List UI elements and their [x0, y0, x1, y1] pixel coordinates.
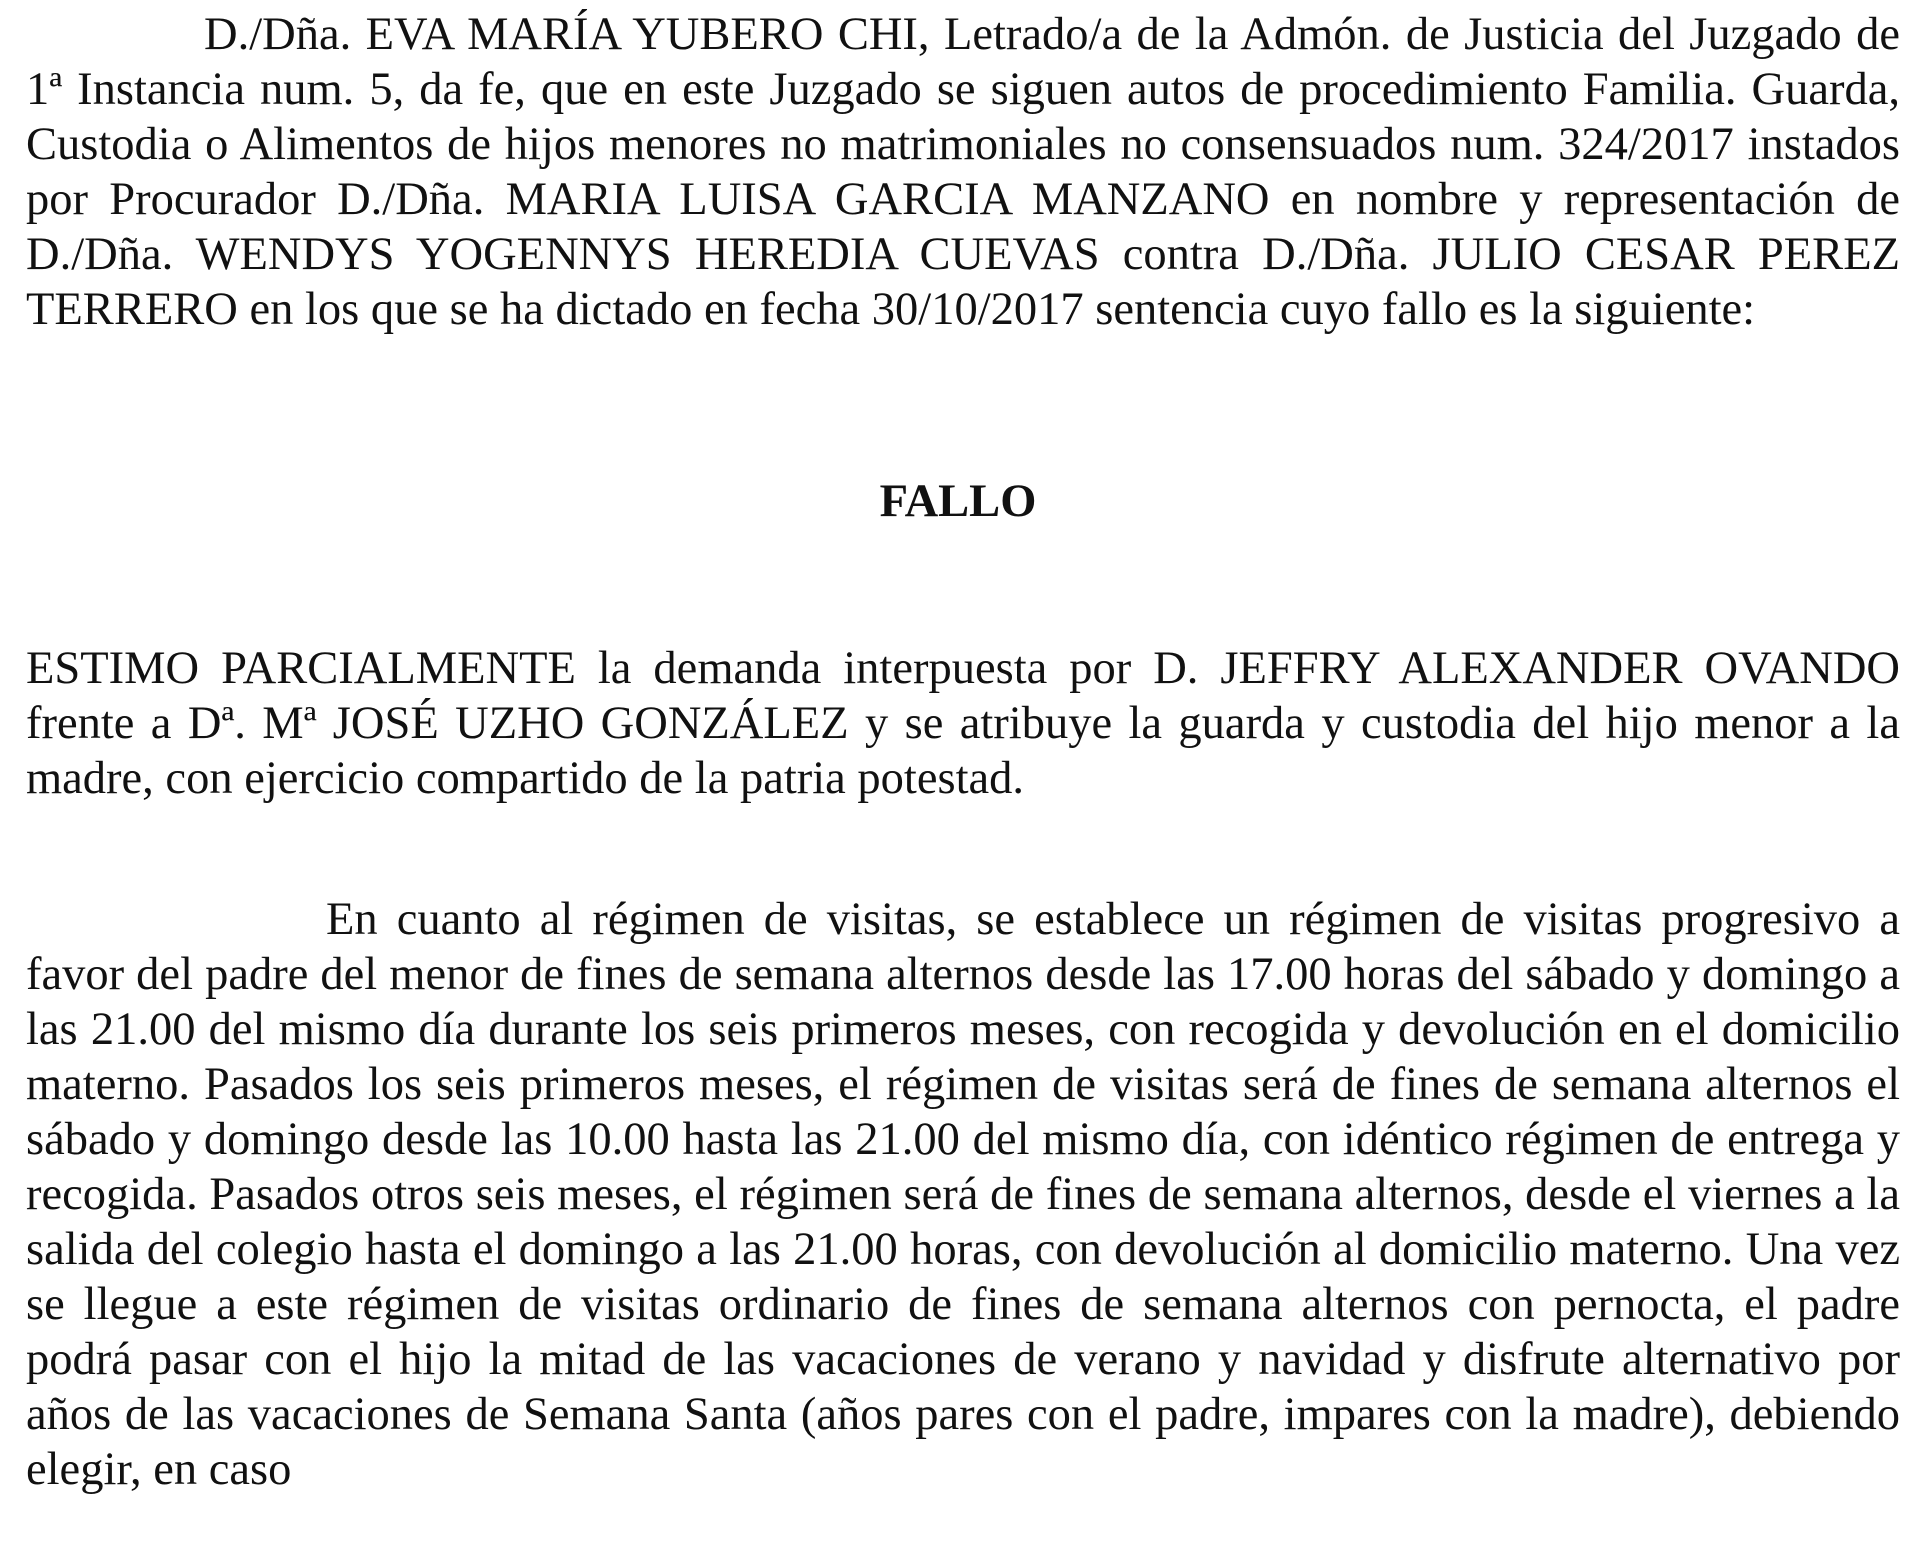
ruling-paragraph: ESTIMO PARCIALMENTE la demanda interpuesta por D. JEFFRY ALEXANDER OVANDO frente a Dª. Mª JOSÉ UZHO GONZÁLEZ y se atribuye la guarda y custodia del hijo menor a la madre, con ejercicio compartido de la patria potestad.: [26, 643, 1900, 804]
fallo-heading: FALLO: [879, 476, 1037, 527]
visits-paragraph: En cuanto al régimen de visitas, se establece un régimen de visitas progresivo a favor del padre del menor de fines de semana alternos desde las 17.00 horas del sábado y domingo a las 21.00 del mismo día durante los seis primeros meses, con recogida y devolución en el domicilio materno. Pasados los seis primeros meses, el régimen de visitas será de fines de semana alternos el sábado y domingo desde las 10.00 hasta las 21.00 del mismo día, con idéntico régimen de entrega y recogida. Pasados otros seis meses, el régimen será de fines de semana alternos, desde el viernes a la salida del colegio hasta el domingo a las 21.00 horas, con devolución al domicilio materno. Una vez se llegue a este régimen de visitas ordinario de fines de semana alternos con pernocta, el padre podrá pasar con el hijo la mitad de las vacaciones de verano y navidad y disfrute alternativo por años de las vacaciones de Semana Santa (años pares con el padre, impares con la madre), debiendo elegir, en caso: [26, 894, 1900, 1495]
intro-paragraph: D./Dña. EVA MARÍA YUBERO CHI, Letrado/a de la Admón. de Justicia del Juzgado de 1ª Instancia num. 5, da fe, que en este Juzgado se siguen autos de procedimiento Familia. Guarda, Custodia o Alimentos de hijos menores no matrimoniales no consensuados num. 324/2017 instados por Procurador D./Dña. MARIA LUISA GARCIA MANZANO en nombre y representación de D./Dña. WENDYS YOGENNYS HEREDIA CUEVAS contra D./Dña. JULIO CESAR PEREZ TERRERO en los que se ha dictado en fecha 30/10/2017 sentencia cuyo fallo es la siguiente:: [26, 9, 1900, 335]
